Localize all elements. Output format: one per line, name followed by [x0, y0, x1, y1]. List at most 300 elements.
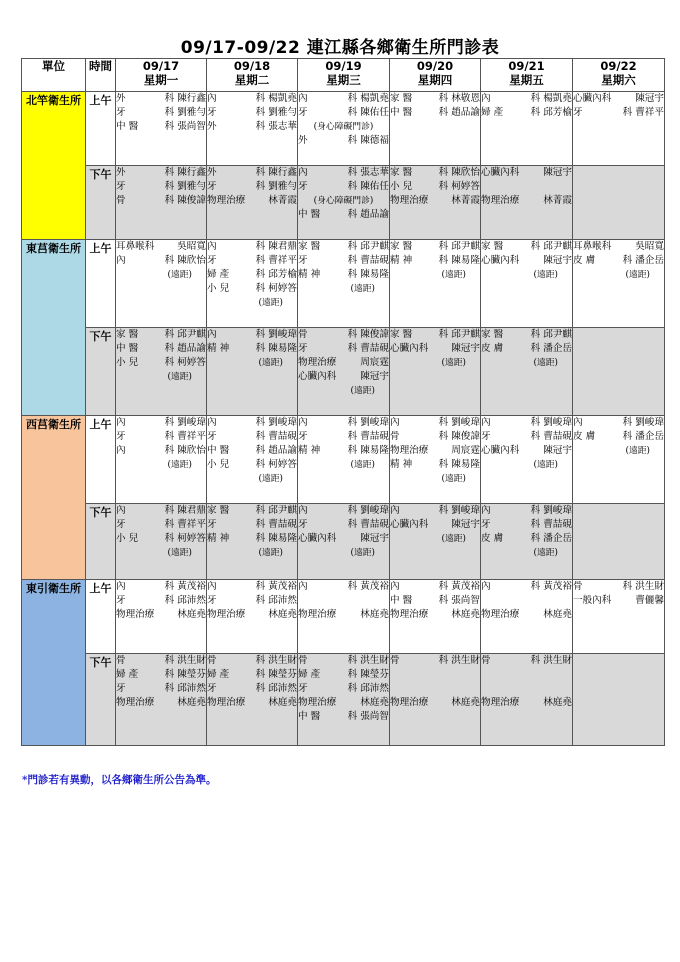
doctor-entry [298, 518, 389, 532]
schedule-cell [390, 580, 481, 654]
department: 內 [481, 93, 491, 104]
doctor-entry [390, 254, 480, 268]
department: 物理治療 [390, 697, 429, 708]
doctor-name: 科 邱沛然 [164, 595, 206, 606]
doctor-entry [298, 240, 389, 254]
doctor-entry [390, 430, 480, 444]
doctor-entry [298, 268, 389, 282]
department: 牙 [116, 519, 126, 530]
doctor-entry [207, 458, 297, 472]
doctor-name: 科 邱尹麒 [438, 329, 480, 340]
doctor-entry [573, 92, 664, 106]
doctor-name: 科 潘企岳 [530, 343, 572, 354]
doctor-name: 陳冠宇 [360, 533, 389, 544]
schedule-cell [573, 416, 665, 504]
doctor-name: 科 張尚智 [438, 595, 480, 606]
doctor-name: 科 陳俊諱 [164, 195, 206, 206]
department: 皮 膚 [481, 343, 504, 354]
schedule-cell [298, 240, 390, 328]
doctor-entry [116, 356, 206, 370]
department: 物理治療 [390, 195, 429, 206]
department: 內 [207, 581, 217, 592]
doctor-entry [116, 696, 206, 710]
doctor-name: 林菁霞 [268, 195, 297, 206]
doctor-name: 吳昭寬 [177, 241, 206, 252]
department: 骨 [573, 581, 583, 592]
remote-note: (遠距) [441, 358, 466, 368]
department: 物理治療 [481, 609, 520, 620]
department: 心臟內科 [298, 533, 337, 544]
clinic-schedule-table [21, 58, 665, 746]
department: 耳鼻喉科 [116, 241, 155, 252]
department: 精 神 [390, 459, 413, 470]
department: 牙 [298, 683, 308, 694]
doctor-entry [207, 504, 297, 518]
doctor-entry [116, 106, 206, 120]
department: 骨 [298, 655, 308, 666]
schedule-cell [390, 504, 481, 580]
department: 精 神 [390, 255, 413, 266]
schedule-cell [573, 580, 665, 654]
schedule-cell [207, 580, 298, 654]
doctor-name: 科 邱尹麒 [530, 241, 572, 252]
blank-line [481, 594, 572, 608]
doctor-name: 科 洪生財 [164, 655, 206, 666]
schedule-cell [390, 240, 481, 328]
schedule-cell [573, 654, 665, 746]
doctor-entry [116, 594, 206, 608]
doctor-entry [298, 208, 389, 222]
doctor-entry [116, 444, 206, 458]
department: 外 [116, 167, 126, 178]
header-day-0 [116, 59, 207, 92]
doctor-name: 科 陳君鼎 [255, 241, 297, 252]
doctor-entry [116, 92, 206, 106]
doctor-entry [116, 580, 206, 594]
doctor-entry [207, 668, 297, 682]
remote-note: (遠距) [258, 358, 283, 368]
department: 骨 [481, 655, 491, 666]
doctor-name: 科 陳欣怡 [438, 167, 480, 178]
header-unit: 單位 [22, 59, 86, 92]
doctor-name: 科 曹喆硯 [347, 519, 389, 530]
doctor-name: 林庭堯 [451, 697, 480, 708]
doctor-entry [116, 416, 206, 430]
doctor-name: 周宸霆 [451, 445, 480, 456]
doctor-entry [390, 166, 480, 180]
remote-note: (遠距) [258, 474, 283, 484]
department: 小 兒 [207, 283, 230, 294]
remote-note: (遠距) [350, 284, 375, 294]
department: 骨 [298, 329, 308, 340]
doctor-name: 林庭堯 [360, 609, 389, 620]
doctor-name: 周宸霆 [360, 357, 389, 368]
doctor-name: 科 邱芳榆 [530, 107, 572, 118]
doctor-entry [390, 654, 480, 668]
doctor-name: 科 陳行鑫 [164, 93, 206, 104]
department: 牙 [207, 595, 217, 606]
department: 內 [116, 505, 126, 516]
header-time: 時間 [86, 59, 116, 92]
department: 物理治療 [298, 697, 337, 708]
doctor-entry [390, 504, 480, 518]
doctor-name: 科 柯婷答 [255, 459, 297, 470]
doctor-entry [298, 532, 389, 546]
day-date: 09/17 [142, 59, 180, 73]
period-label: 下午 [86, 328, 116, 416]
doctor-entry [573, 106, 664, 120]
schedule-row-am [22, 92, 665, 166]
doctor-name: 科 劉峻瑋 [438, 505, 480, 516]
remote-note: (遠距) [533, 270, 558, 280]
doctor-entry [481, 518, 572, 532]
schedule-cell [116, 166, 207, 240]
department: 家 醫 [390, 93, 413, 104]
schedule-cell [207, 654, 298, 746]
doctor-name: 科 陳欣怡 [164, 255, 206, 266]
remote-note: (遠距) [533, 548, 558, 558]
doctor-name: 科 劉峻瑋 [530, 417, 572, 428]
doctor-name: 科 黃茂裕 [530, 581, 572, 592]
remote-note: (遠距) [625, 446, 650, 456]
doctor-entry [116, 504, 206, 518]
doctor-name: 科 邱沛然 [255, 595, 297, 606]
doctor-entry [207, 532, 297, 546]
doctor-name: 科 陳瑩芬 [164, 669, 206, 680]
remote-note: (遠距) [533, 358, 558, 368]
doctor-entry [481, 504, 572, 518]
doctor-entry [481, 608, 572, 622]
doctor-name: 科 陳瑩芬 [255, 669, 297, 680]
department: 心臟內科 [481, 445, 520, 456]
unit-name: 西莒衛生所 [22, 416, 86, 580]
remote-note: (遠距) [350, 460, 375, 470]
doctor-name: 科 趙品諭 [164, 343, 206, 354]
doctor-name: 科 黃茂裕 [164, 581, 206, 592]
doctor-name: 科 陳易隆 [255, 343, 297, 354]
doctor-entry [298, 504, 389, 518]
doctor-name: 科 陳君鼎 [164, 505, 206, 516]
doctor-name: 科 黃茂裕 [347, 581, 389, 592]
clinic-note: (身心障礙門診) [313, 196, 374, 206]
doctor-entry [207, 654, 297, 668]
doctor-name: 科 曹喆硯 [530, 519, 572, 530]
schedule-cell [390, 654, 481, 746]
doctor-name: 科 洪生財 [530, 655, 572, 666]
department: 心臟內科 [481, 255, 520, 266]
doctor-name: 科 趙品諭 [438, 107, 480, 118]
department: 內 [298, 167, 308, 178]
department: 中 醫 [298, 209, 321, 220]
doctor-name: 科 邱尹麒 [164, 329, 206, 340]
doctor-name: 科 張尚智 [347, 711, 389, 722]
department: 中 醫 [298, 711, 321, 722]
doctor-entry [207, 120, 297, 134]
doctor-name: 科 陳瑩芬 [347, 669, 389, 680]
doctor-name: 吳昭寬 [635, 241, 664, 252]
doctor-entry [116, 180, 206, 194]
department: 牙 [116, 595, 126, 606]
doctor-name: 科 劉峻瑋 [164, 417, 206, 428]
doctor-entry [298, 668, 389, 682]
doctor-entry [298, 654, 389, 668]
doctor-name: 科 邱尹麒 [255, 505, 297, 516]
department: 婦 產 [207, 669, 230, 680]
department: 心臟內科 [298, 371, 337, 382]
doctor-entry [116, 120, 206, 134]
doctor-entry [207, 180, 297, 194]
schedule-cell [481, 92, 573, 166]
remote-note: (遠距) [167, 270, 192, 280]
period-label: 上午 [86, 416, 116, 504]
unit-name: 東莒衛生所 [22, 240, 86, 416]
doctor-name: 陳冠宇 [543, 167, 572, 178]
day-weekday: 星期一 [143, 73, 179, 87]
doctor-entry [390, 444, 480, 458]
doctor-entry [481, 416, 572, 430]
doctor-name: 科 柯婷答 [164, 357, 206, 368]
department: 內 [390, 581, 400, 592]
doctor-name: 科 劉峻瑋 [530, 505, 572, 516]
day-weekday: 星期五 [509, 73, 544, 87]
remote-note: (遠距) [258, 548, 283, 558]
department: 牙 [298, 107, 308, 118]
department: 物理治療 [390, 609, 429, 620]
doctor-name: 科 曹喆硯 [530, 431, 572, 442]
doctor-name: 科 張志華 [347, 167, 389, 178]
department: 內 [298, 505, 308, 516]
department: 內 [207, 417, 217, 428]
doctor-entry [481, 580, 572, 594]
department: 物理治療 [207, 697, 246, 708]
department: 內 [573, 417, 583, 428]
doctor-name: 林菁霞 [451, 195, 480, 206]
day-weekday: 星期三 [326, 73, 361, 87]
doctor-name: 科 劉雅勻 [255, 107, 297, 118]
header-day-1 [207, 59, 298, 92]
remote-note: (遠距) [167, 548, 192, 558]
blank-line [481, 682, 572, 696]
remote-note: (遠距) [625, 270, 650, 280]
department: 牙 [116, 107, 126, 118]
doctor-name: 科 邱尹麒 [530, 329, 572, 340]
doctor-entry [481, 532, 572, 546]
doctor-entry [390, 580, 480, 594]
doctor-name: 科 趙品諭 [255, 445, 297, 456]
schedule-row-pm [22, 166, 665, 240]
department: 牙 [298, 519, 308, 530]
doctor-name: 科 潘企岳 [622, 431, 664, 442]
unit-name: 北竿衛生所 [22, 92, 86, 240]
schedule-cell [207, 166, 298, 240]
department: 物理治療 [481, 697, 520, 708]
period-label: 下午 [86, 504, 116, 580]
department: 物理治療 [298, 357, 337, 368]
doctor-entry [116, 668, 206, 682]
doctor-entry [298, 166, 389, 180]
period-label: 上午 [86, 580, 116, 654]
doctor-name: 科 黃茂裕 [255, 581, 297, 592]
schedule-row-pm [22, 654, 665, 746]
doctor-name: 科 邱芳榆 [255, 269, 297, 280]
doctor-name: 科 黃茂裕 [438, 581, 480, 592]
doctor-entry [298, 342, 389, 356]
doctor-name: 科 潘企岳 [622, 255, 664, 266]
doctor-name: 科 楊凱堯 [530, 93, 572, 104]
schedule-cell [116, 240, 207, 328]
department: 物理治療 [481, 195, 520, 206]
header-day-4 [481, 59, 573, 92]
schedule-cell [298, 328, 390, 416]
schedule-cell [298, 580, 390, 654]
department: 心臟內科 [481, 167, 520, 178]
doctor-entry [390, 194, 480, 208]
doctor-entry [298, 370, 389, 384]
doctor-name: 林庭堯 [543, 697, 572, 708]
day-weekday: 星期六 [601, 73, 636, 87]
schedule-cell [573, 328, 665, 416]
doctor-entry [390, 518, 480, 532]
department: 內 [481, 505, 491, 516]
doctor-name: 科 柯婷答 [438, 181, 480, 192]
department: 一般內科 [573, 595, 612, 606]
doctor-entry [207, 268, 297, 282]
schedule-cell [298, 166, 390, 240]
schedule-cell [116, 92, 207, 166]
schedule-cell [116, 328, 207, 416]
doctor-entry [481, 328, 572, 342]
doctor-name: 科 陳易隆 [438, 459, 480, 470]
doctor-entry [116, 430, 206, 444]
schedule-cell [390, 166, 481, 240]
doctor-name: 科 曹祥平 [164, 519, 206, 530]
department: 牙 [116, 181, 126, 192]
doctor-entry [207, 696, 297, 710]
doctor-entry [298, 180, 389, 194]
doctor-name: 林庭堯 [451, 609, 480, 620]
department: 牙 [207, 519, 217, 530]
doctor-entry [390, 106, 480, 120]
department: 家 醫 [481, 241, 504, 252]
doctor-name: 科 邱沛然 [164, 683, 206, 694]
doctor-entry [481, 342, 572, 356]
period-label: 上午 [86, 92, 116, 166]
department: 內 [298, 581, 308, 592]
department: 心臟內科 [390, 519, 429, 530]
doctor-name: 科 張志華 [255, 121, 297, 132]
doctor-entry [298, 608, 389, 622]
department: 中 醫 [207, 445, 230, 456]
department: 內 [116, 255, 126, 266]
doctor-name: 陳冠宇 [451, 519, 480, 530]
blank-line [390, 668, 480, 682]
schedule-cell [573, 240, 665, 328]
doctor-entry [116, 254, 206, 268]
doctor-entry [207, 580, 297, 594]
header-day-5 [573, 59, 665, 92]
doctor-entry [207, 416, 297, 430]
department: 骨 [116, 195, 126, 206]
department: 皮 膚 [481, 533, 504, 544]
doctor-entry [207, 166, 297, 180]
doctor-entry [481, 696, 572, 710]
doctor-entry [481, 654, 572, 668]
schedule-cell [481, 416, 573, 504]
department: 婦 產 [298, 669, 321, 680]
doctor-entry [298, 696, 389, 710]
doctor-entry [573, 594, 664, 608]
doctor-name: 科 劉峻瑋 [347, 417, 389, 428]
doctor-entry [390, 92, 480, 106]
department: 婦 產 [481, 107, 504, 118]
schedule-row-am [22, 240, 665, 328]
department: 心臟內科 [573, 93, 612, 104]
department: 耳鼻喉科 [573, 241, 612, 252]
doctor-name: 科 柯婷答 [255, 283, 297, 294]
department: 家 醫 [390, 329, 413, 340]
department: 心臟內科 [390, 343, 429, 354]
doctor-name: 科 陳俊諱 [438, 431, 480, 442]
remote-note: (遠距) [167, 372, 192, 382]
day-date: 09/20 [416, 59, 454, 73]
schedule-cell [116, 654, 207, 746]
doctor-name: 科 潘企岳 [530, 533, 572, 544]
doctor-name: 科 陳易隆 [347, 269, 389, 280]
doctor-name: 科 邱尹麒 [438, 241, 480, 252]
doctor-entry [207, 106, 297, 120]
schedule-cell [207, 328, 298, 416]
remote-note: (遠距) [167, 460, 192, 470]
doctor-name: 科 林敬恩 [438, 93, 480, 104]
doctor-entry [207, 430, 297, 444]
department: 內 [390, 417, 400, 428]
doctor-entry [481, 106, 572, 120]
doctor-name: 科 劉峻瑋 [438, 417, 480, 428]
doctor-entry [207, 682, 297, 696]
doctor-entry [298, 710, 389, 724]
schedule-cell [116, 580, 207, 654]
department: 牙 [116, 683, 126, 694]
doctor-entry [207, 594, 297, 608]
department: 物理治療 [207, 195, 246, 206]
department: 牙 [298, 431, 308, 442]
department: 小 兒 [116, 533, 139, 544]
doctor-name: 科 陳佑任 [347, 181, 389, 192]
doctor-entry [207, 194, 297, 208]
remote-note: (遠距) [441, 534, 466, 544]
remote-note: (遠距) [350, 548, 375, 558]
doctor-entry [207, 328, 297, 342]
department: 牙 [207, 181, 217, 192]
doctor-name: 科 曹喆硯 [255, 519, 297, 530]
blank-line [481, 180, 572, 194]
doctor-entry [207, 342, 297, 356]
doctor-name: 科 劉峻瑋 [255, 417, 297, 428]
doctor-name: 林庭堯 [268, 609, 297, 620]
doctor-name: 科 陳易隆 [438, 255, 480, 266]
department: 精 神 [298, 269, 321, 280]
doctor-entry [390, 328, 480, 342]
department: 牙 [116, 431, 126, 442]
doctor-name: 科 陳俊諱 [347, 329, 389, 340]
remote-note: (遠距) [258, 298, 283, 308]
schedule-row-pm [22, 504, 665, 580]
day-date: 09/19 [325, 59, 362, 73]
doctor-entry [207, 240, 297, 254]
doctor-entry [116, 342, 206, 356]
department: 內 [116, 445, 126, 456]
department: 精 神 [298, 445, 321, 456]
